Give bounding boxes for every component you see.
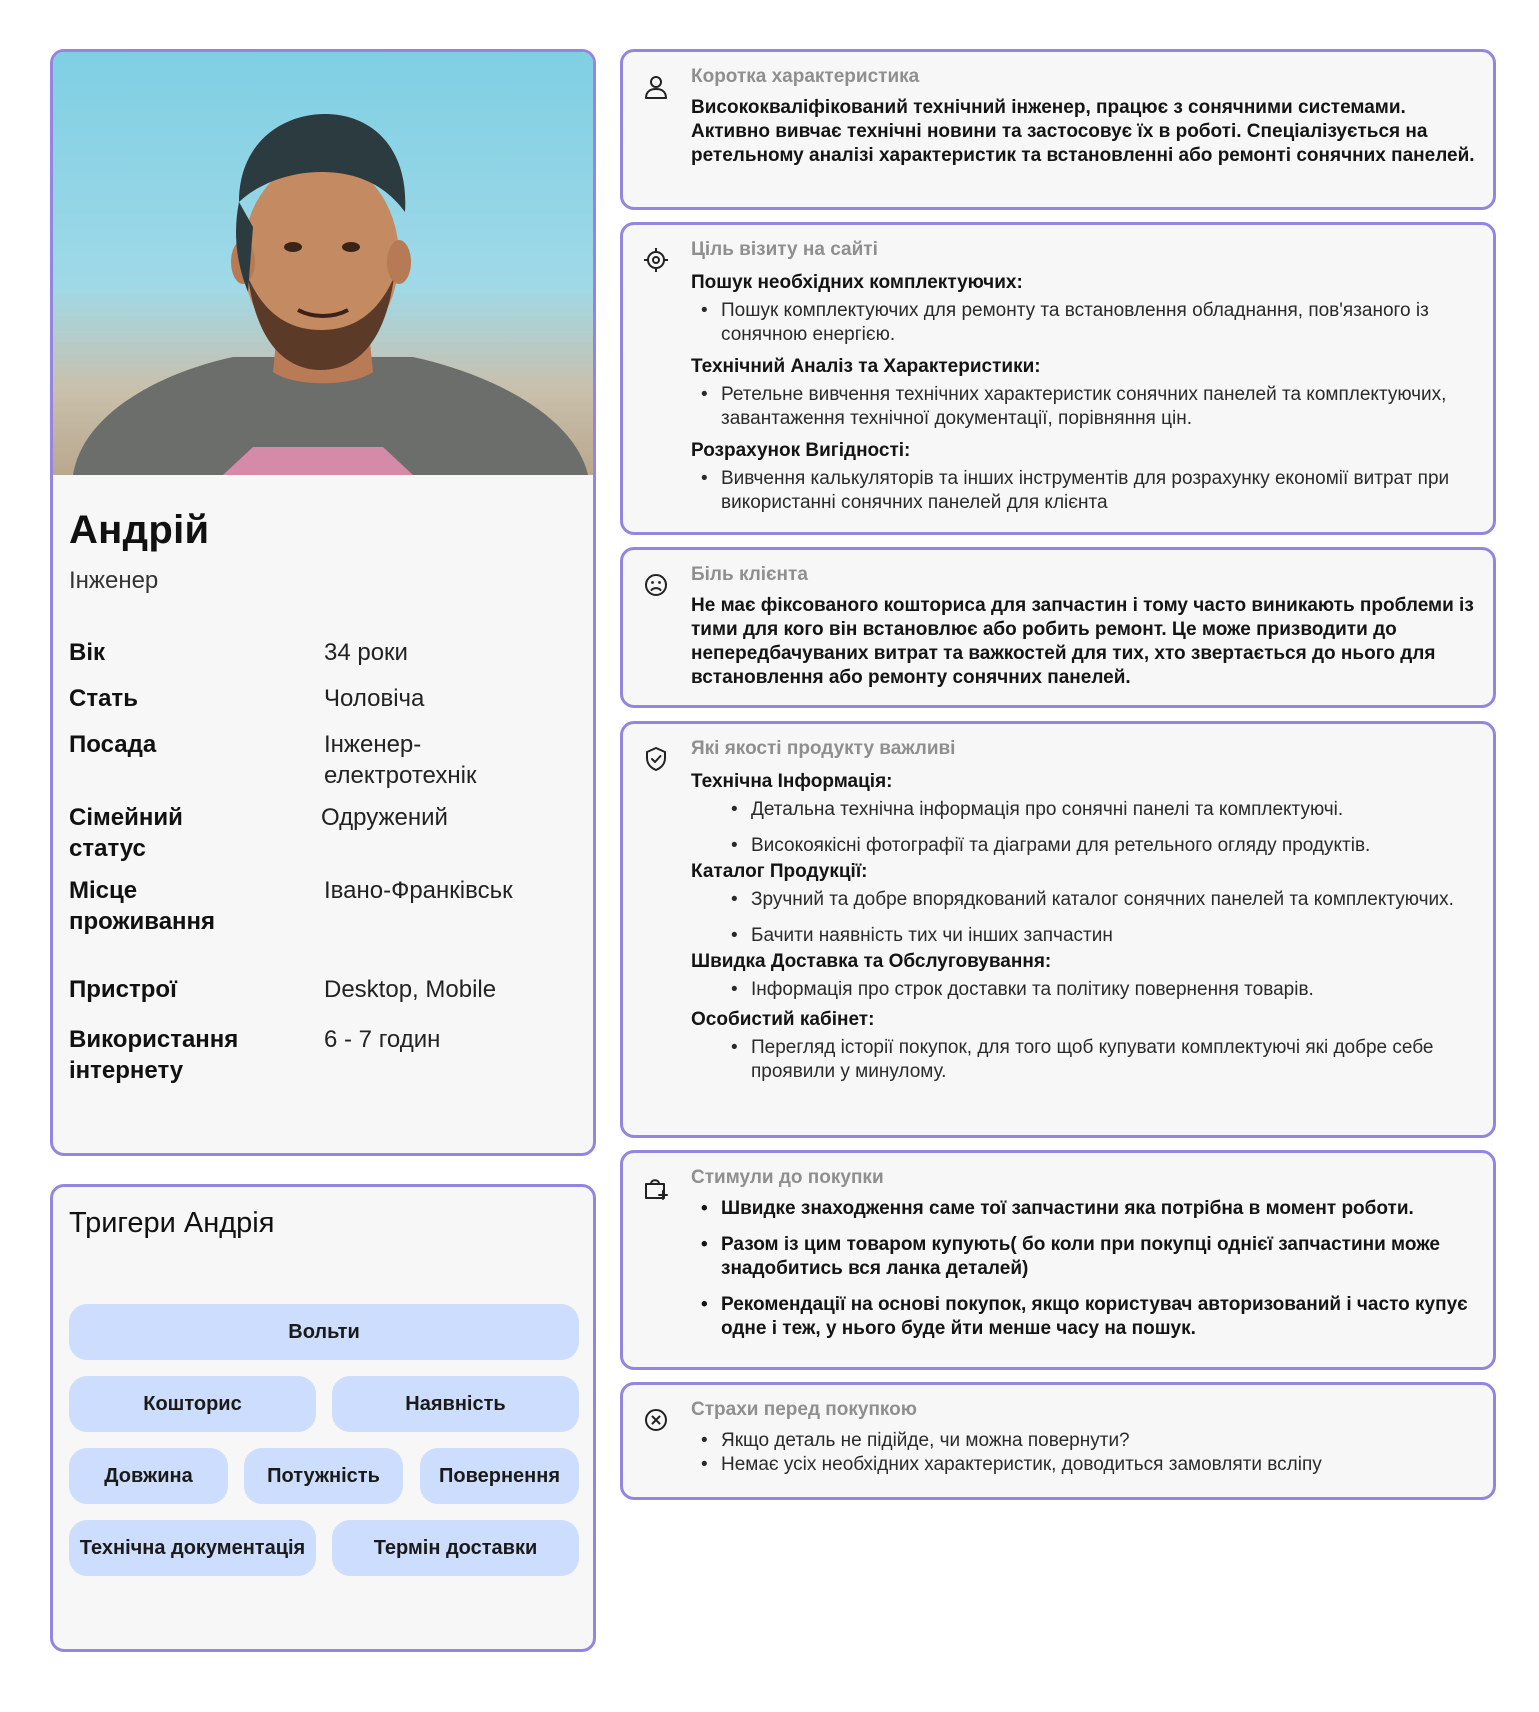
goal-heading: Розрахунок Вигідності: (691, 440, 911, 461)
trigger-tag[interactable]: Термін доставки (332, 1520, 579, 1576)
attr-value-residence: Івано-Франківськ (324, 877, 513, 904)
list-item: • Інформація про строк доставки та політику повернення товарів. (691, 978, 1475, 1002)
qualities-heading: Швидка Доставка та Обслуговування: (691, 951, 1052, 972)
list-item: • Зручний та добре впорядкований каталог сонячних панелей та комплектуючих. (691, 888, 1475, 912)
attr-label-devices: Пристрої (69, 976, 177, 1003)
list-item: • Детальна технічна інформація про сонячні панелі та комплектуючі. (691, 798, 1475, 822)
list-item: • Пошук комплектуючих для ремонту та встановлення обладнання, пов'язаного із сонячною енергією. (691, 299, 1475, 347)
section-title: Коротка характеристика (691, 66, 920, 87)
list-item: • Ретельне вивчення технічних характеристик сонячних панелей та комплектуючих, завантаження технічної документації, порівняння цін. (691, 383, 1475, 431)
section-fears (620, 1382, 1496, 1500)
section-title: Страхи перед покупкою (691, 1399, 918, 1420)
list-item: • Разом із цим товаром купують( бо коли при покупці однієї запчастини може знадобитись вся ланка деталей) (691, 1233, 1475, 1281)
attr-label-internet: Використання інтернету (69, 1026, 239, 1084)
trigger-tag[interactable]: Вольти (69, 1304, 579, 1360)
profile-photo (53, 52, 593, 475)
attr-label-gender: Стать (69, 685, 138, 712)
list-item: • Вивчення калькуляторів та інших інструментів для розрахунку економії витрат при використанні сонячних панелей для клієнта (691, 467, 1475, 515)
list-item: • Якщо деталь не підійде, чи можна повернути? (691, 1429, 1475, 1453)
attr-label-marital: Сімейний статус (69, 804, 183, 862)
trigger-tag[interactable]: Потужність (244, 1448, 403, 1504)
profile-role: Інженер (69, 567, 159, 594)
section-summary (620, 49, 1496, 210)
attr-value-internet: 6 - 7 годин (324, 1026, 441, 1053)
list-item: • Високоякісні фотографії та діаграми для ретельного огляду продуктів. (691, 834, 1475, 858)
list-item: • Перегляд історії покупок, для того щоб купувати комплектуючі які добре себе проявили у минулому. (691, 1036, 1475, 1084)
list-item: • Бачити наявність тих чи інших запчастин (691, 924, 1475, 948)
shield-check-icon (643, 746, 669, 772)
section-goal (620, 222, 1496, 535)
list-item: • Немає усіх необхідних характеристик, доводиться замовляти всліпу (691, 1453, 1475, 1477)
profile-name: Андрій (69, 508, 210, 552)
section-title: Стимули до покупки (691, 1167, 884, 1188)
user-icon (643, 74, 669, 100)
profile-card (50, 49, 596, 1156)
triggers-title: Тригери Андрія (69, 1207, 275, 1239)
attr-value-position: Інженер-електротехнік (324, 731, 477, 789)
section-qualities (620, 721, 1496, 1138)
attr-label-residence: Місце проживання (69, 877, 216, 935)
qualities-heading: Технічна Інформація: (691, 771, 893, 792)
attr-value-devices: Desktop, Mobile (324, 976, 497, 1003)
section-pain (620, 547, 1496, 708)
attr-value-age: 34 роки (324, 639, 408, 666)
qualities-heading: Особистий кабінет: (691, 1009, 875, 1030)
list-item: • Швидке знаходження саме тої запчастини яка потрібна в момент роботи. (691, 1197, 1475, 1221)
triggers-card (50, 1184, 596, 1652)
goal-heading: Технічний Аналіз та Характеристики: (691, 356, 1041, 377)
trigger-tag[interactable]: Кошторис (69, 1376, 316, 1432)
trigger-tag[interactable]: Технічна документація (69, 1520, 316, 1576)
attr-value-marital: Одружений (321, 804, 448, 831)
section-incentives (620, 1150, 1496, 1370)
shopping-bag-plus-icon (643, 1175, 669, 1201)
goal-heading: Пошук необхідних комплектуючих: (691, 272, 1023, 293)
section-title: Які якості продукту важливі (691, 738, 956, 759)
trigger-tag[interactable]: Наявність (332, 1376, 579, 1432)
x-circle-icon (643, 1407, 669, 1433)
trigger-tag[interactable]: Повернення (420, 1448, 579, 1504)
sad-face-icon (643, 572, 669, 598)
target-icon (643, 247, 669, 273)
attr-label-age: Вік (69, 639, 106, 666)
list-item: • Рекомендації на основі покупок, якщо користувач авторизований і часто купує одне і теж, у нього буде йти менше часу на пошук. (691, 1293, 1475, 1341)
section-title: Ціль візиту на сайті (691, 239, 878, 260)
attr-value-gender: Чоловіча (324, 685, 425, 712)
pain-text: Не має фіксованого кошториса для запчастин і тому часто виникають проблеми із тими для кого він встановлює або робить ремонт. Це може призводити до непередбачуваних витрат та важкостей для тих, хто звертається до нього для встановлення або ремонту сонячних панелей. (691, 595, 1474, 688)
trigger-tag[interactable]: Довжина (69, 1448, 228, 1504)
attr-label-position: Посада (69, 731, 157, 758)
summary-text: Висококваліфікований технічний інженер, працює з сонячними системами. Активно вивчає технічні новини та застосовує їх в роботі. Спеціалізується на ретельному аналізі характеристик та встановленні або ремонті сонячних панелей. (691, 97, 1475, 166)
section-title: Біль клієнта (691, 564, 808, 585)
qualities-heading: Каталог Продукції: (691, 861, 868, 882)
